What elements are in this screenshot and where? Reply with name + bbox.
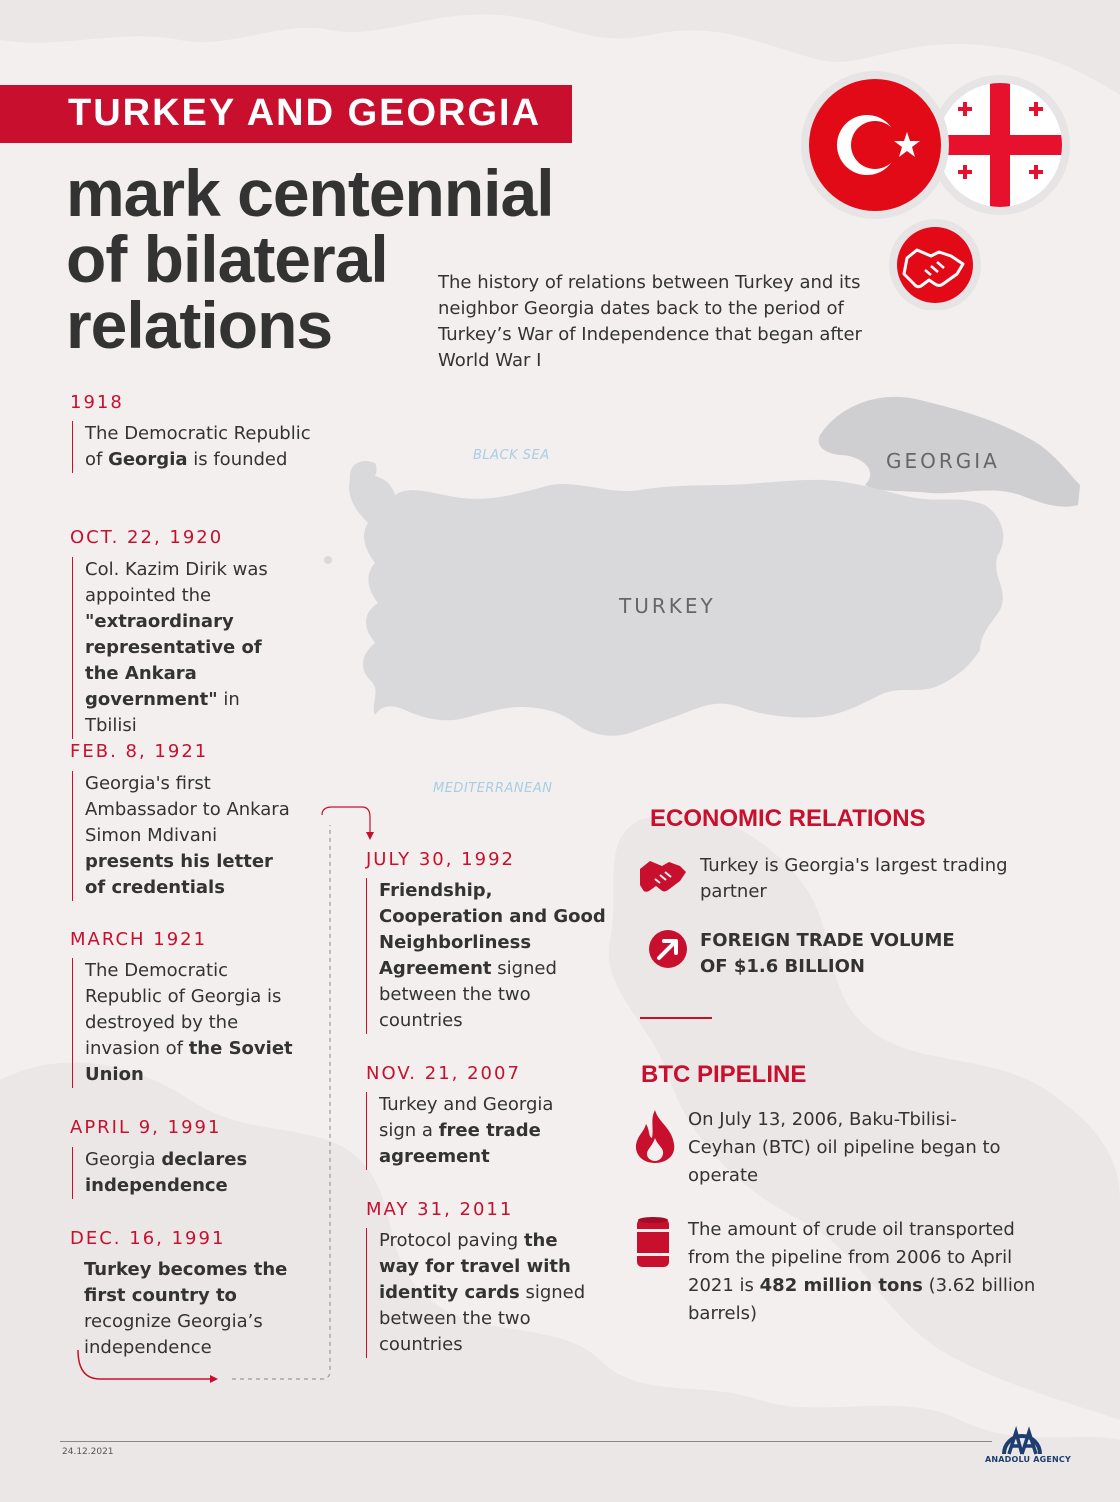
timeline-date-march-1921: MARCH 1921 xyxy=(70,929,208,950)
handshake-icon xyxy=(638,855,688,895)
oil-barrel-icon xyxy=(635,1215,671,1269)
timeline-date-2007: NOV. 21, 2007 xyxy=(366,1063,521,1084)
footer-date: 24.12.2021 xyxy=(62,1447,114,1457)
timeline-event-2011: Protocol paving the way for travel with identity cards signed between the two countries xyxy=(366,1228,594,1358)
headline-line: of bilateral xyxy=(66,222,388,296)
timeline-date-feb-1921: FEB. 8, 1921 xyxy=(70,741,209,762)
timeline-date-1918: 1918 xyxy=(70,392,124,413)
banner-title: TURKEY AND GEORGIA xyxy=(68,92,542,134)
black-sea-label: BLACK SEA xyxy=(473,448,550,463)
island xyxy=(324,556,332,564)
trade-partner-text: Turkey is Georgia's largest trading partner xyxy=(700,855,1008,902)
intro-text: The history of relations between Turkey and its neighbor Georgia dates back to the period of Turkey’s War of Independence that began after World War I xyxy=(438,272,862,371)
flags-group xyxy=(795,70,1080,310)
handshake-badge-icon xyxy=(889,219,981,310)
trade-volume-text: FOREIGN TRADE VOLUME OF $1.6 BILLION xyxy=(700,930,955,977)
turkey-label: TURKEY xyxy=(619,594,716,618)
economic-relations-title: ECONOMIC RELATIONS xyxy=(650,805,926,832)
flame-icon xyxy=(632,1108,678,1164)
map xyxy=(320,385,1100,765)
pipeline-amount-text: The amount of crude oil transported from the pipeline from 2006 to April 2021 is 482 million tons (3.62 billion barrels) xyxy=(688,1219,1036,1324)
timeline-date-1920: OCT. 22, 1920 xyxy=(70,527,224,548)
timeline-event-feb-1921: Georgia's first Ambassador to Ankara Simon Mdivani presents his letter of credentials xyxy=(72,771,295,901)
timeline-event-2007: Turkey and Georgia sign a free trade agreement xyxy=(366,1092,589,1170)
pipeline-start-text: On July 13, 2006, Baku-Tbilisi-Ceyhan (BTC) oil pipeline began to operate xyxy=(688,1109,1001,1186)
mediterranean-label: MEDITERRANEAN xyxy=(433,781,553,796)
timeline-event-march-1921: The Democratic Republic of Georgia is destroyed by the invasion of the Soviet Union xyxy=(72,958,295,1088)
btc-pipeline-title: BTC PIPELINE xyxy=(641,1061,807,1088)
timeline-date-april-1991: APRIL 9, 1991 xyxy=(70,1117,222,1138)
headline-line: relations xyxy=(66,288,333,362)
agency-name: ANADOLU AGENCY xyxy=(985,1455,1071,1464)
georgia-flag-icon xyxy=(930,75,1070,215)
timeline-date-dec-1991: DEC. 16, 1991 xyxy=(70,1228,226,1249)
footer-rule xyxy=(60,1441,992,1442)
timeline-date-1992: JULY 30, 1992 xyxy=(366,849,515,870)
section-divider xyxy=(640,1017,712,1019)
timeline-event-1992: Friendship, Cooperation and Good Neighborliness Agreement signed between the two countries xyxy=(366,878,609,1034)
georgia-label: GEORGIA xyxy=(886,449,1000,473)
anadolu-agency-logo-icon xyxy=(1000,1416,1044,1456)
turkey-flag-icon xyxy=(801,71,949,219)
timeline-event-april-1991: Georgia declares independence xyxy=(72,1147,295,1199)
arrow-up-right-icon xyxy=(648,929,688,969)
timeline-date-2011: MAY 31, 2011 xyxy=(366,1199,514,1220)
timeline-event-dec-1991: Turkey becomes the first country to recognize Georgia’s independence xyxy=(84,1259,288,1358)
timeline-event-1920: Col. Kazim Dirik was appointed the "extraordinary representative of the Ankara government" in Tbilisi xyxy=(72,557,295,739)
timeline-event-1918: The Democratic Republic of Georgia is founded xyxy=(72,421,315,473)
headline-line: mark centennial xyxy=(66,156,554,230)
